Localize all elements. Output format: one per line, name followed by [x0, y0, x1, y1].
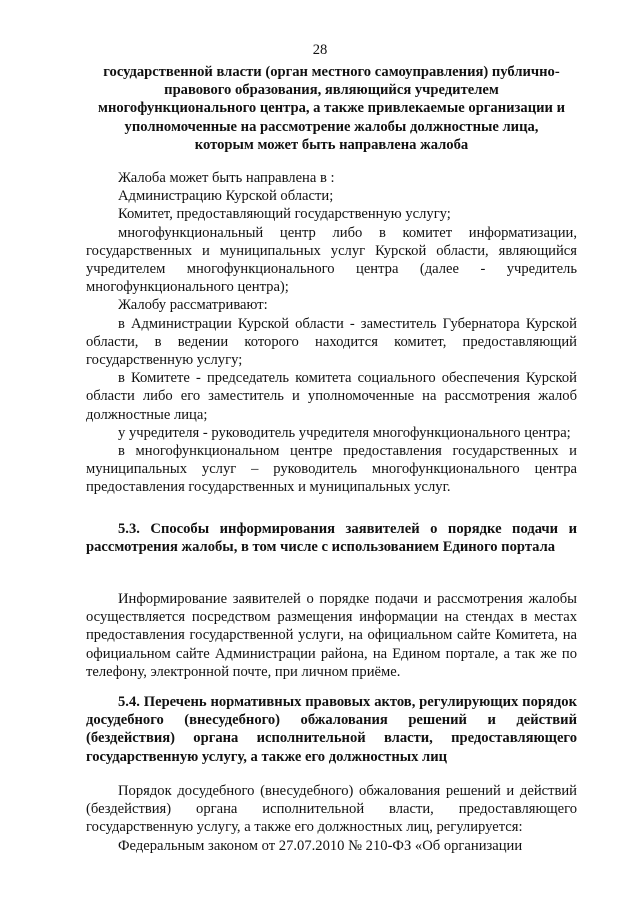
paragraph: в Комитете - председатель комитета социального обеспечения Курской области либо его заместитель и уполномоченные на рассмотрения жалоб должностные лица;: [86, 370, 577, 423]
paragraph: в многофункциональном центре предоставления государственных и муниципальных услуг – руководитель многофункционального центра предоставления государственных и муниципальных услуг.: [86, 443, 577, 496]
paragraph: в Администрации Курской области - заместитель Губернатора Курской области, в ведении которого находится комитет, предоставляющий государственную услугу;: [86, 315, 577, 369]
heading-line: многофункционального центра, а также привлекаемые организации и: [98, 100, 565, 117]
page-number: 28: [312, 42, 328, 58]
paragraph: Администрацию Курской области;: [118, 188, 334, 205]
paragraph: многофункциональный центр либо в комитет информатизации, государственных и муниципальных услуг Курской области, являющийся учредителем многофункционального центра (далее - учредитель многофункционального центра);: [86, 224, 577, 296]
paragraph: Комитет, предоставляющий государственную услугу;: [118, 206, 451, 223]
section-5-4-body: Порядок досудебного (внесудебного) обжалования решений и действий (бездействия) органа исполнительной власти, предоставляющего государственную услугу, а также его должностных лиц, регулируется: Федеральным законом от 27.07.2010 № 210-ФЗ «Об организации: [86, 783, 577, 854]
section-5-3-body: Информирование заявителей о порядке подачи и рассмотрения жалобы осуществляется посредством размещения информации на стендах в местах предоставления государственной услуги, на официальном сайте Комитета, на официальном сайте Администрации района, на Едином портале, а так же по телефону, электронной почте, при личном приёме.: [86, 591, 577, 680]
heading-line: государственной власти (орган местного самоуправления) публично-: [103, 64, 560, 80]
section-5-3-heading: 5.3. Способы информирования заявителей о порядке подачи и рассмотрения жалобы, в том числе с использованием Единого портала: [86, 521, 577, 556]
heading-line: уполномоченные на рассмотрение жалобы должностные лица,: [124, 118, 539, 135]
paragraph: Жалоба может быть направлена в :: [118, 170, 335, 186]
section-heading: [86, 63, 577, 154]
section-5-4-heading: 5.4. Перечень нормативных правовых актов, регулирующих порядок досудебного (внесудебного) обжалования решений и действий (бездействия) органа исполнительной власти, предоставляющего государственную услугу, а также его должностных лиц: [86, 694, 577, 765]
last-line: Федеральным законом от 27.07.2010 № 210-ФЗ «Об организации: [118, 837, 523, 854]
heading-line: правового образования, являющийся учредителем: [164, 82, 499, 99]
heading-line: которым может быть направлена жалоба: [194, 136, 469, 153]
paragraph: Жалобу рассматривают:: [118, 297, 268, 314]
paragraph: у учредителя - руководитель учредителя многофункционального центра;: [118, 424, 571, 441]
complaint-recipients: [86, 169, 577, 497]
